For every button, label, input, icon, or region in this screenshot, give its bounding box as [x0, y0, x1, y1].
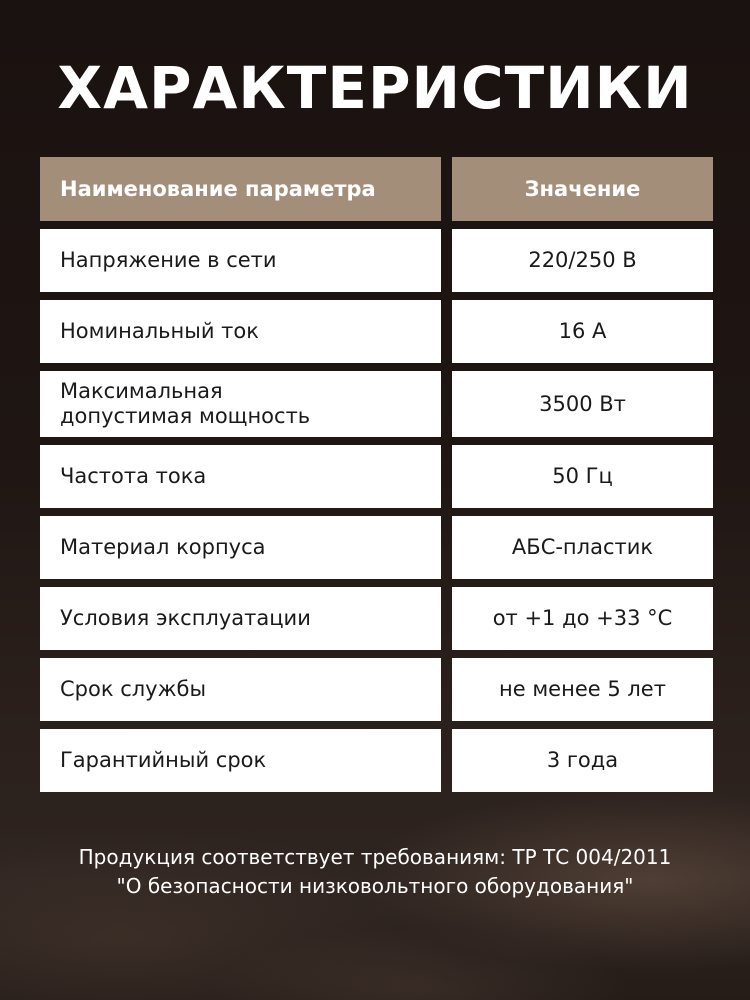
specs-table	[40, 157, 713, 800]
param-name-line: Максимальная	[60, 379, 223, 403]
page-title: ХАРАКТЕРИСТИКИ	[57, 54, 693, 122]
table-row	[40, 587, 713, 650]
table-row	[40, 729, 713, 792]
param-value: 16 А	[452, 300, 713, 363]
param-name: Материал корпуса	[40, 516, 441, 579]
param-value: от +1 до +33 °С	[452, 587, 713, 650]
table-row	[40, 300, 713, 363]
table-row	[40, 658, 713, 721]
param-name: Срок службы	[40, 658, 441, 721]
param-value: не менее 5 лет	[452, 658, 713, 721]
param-name: Напряжение в сети	[40, 229, 441, 292]
compliance-note-line: "О безопасности низковольтного оборудования"	[116, 874, 634, 898]
table-row	[40, 445, 713, 508]
param-value: 3500 Вт	[452, 371, 713, 437]
param-value: АБС-пластик	[452, 516, 713, 579]
table-row	[40, 516, 713, 579]
param-value: 50 Гц	[452, 445, 713, 508]
param-name-line: допустимая мощность	[60, 404, 311, 428]
param-name: Номинальный ток	[40, 300, 441, 363]
table-row	[40, 371, 713, 437]
param-name: Гарантийный срок	[40, 729, 441, 792]
header-name-cell: Наименование параметра	[40, 157, 441, 221]
param-name: Условия эксплуатации	[40, 587, 441, 650]
param-name: Частота тока	[40, 445, 441, 508]
compliance-note-line: Продукция соответствует требованиям: ТР ТС 004/2011	[78, 845, 672, 869]
compliance-note	[0, 843, 750, 901]
param-name	[40, 371, 441, 437]
header-value-cell: Значение	[452, 157, 713, 221]
param-value: 3 года	[452, 729, 713, 792]
table-header-row	[40, 157, 713, 221]
param-value: 220/250 В	[452, 229, 713, 292]
table-row	[40, 229, 713, 292]
